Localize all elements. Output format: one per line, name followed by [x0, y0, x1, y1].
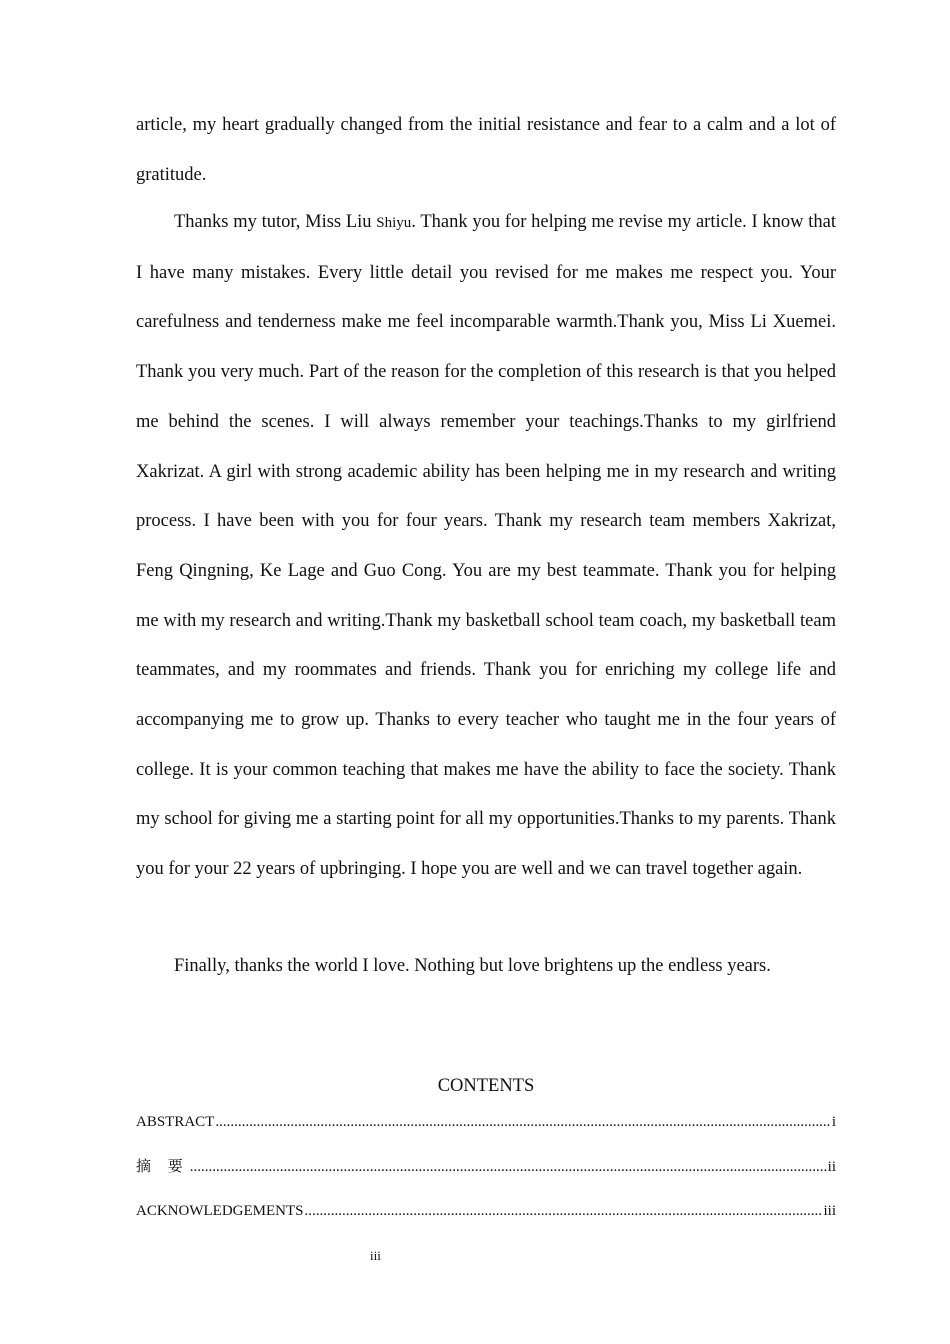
paragraph-thanks	[136, 198, 836, 895]
paragraph-thanks-part-a: Thanks my tutor, Miss Liu	[174, 212, 377, 232]
toc-entry-label: ACKNOWLEDGEMENTS	[136, 1203, 304, 1219]
page-number: iii	[370, 1248, 381, 1263]
toc-entry-abstract[interactable]	[136, 1112, 836, 1132]
paragraph-closing: Finally, thanks the world I love. Nothing but love brightens up the endless years.	[174, 956, 771, 976]
toc-leader-dots	[304, 1201, 822, 1221]
toc-leader-dots	[190, 1157, 827, 1177]
tutor-name: Shiyu	[376, 215, 412, 231]
toc-entry-chinese-abstract[interactable]	[136, 1156, 836, 1177]
paragraph-thanks-part-b: . Thank you for helping me revise my article. I know that I have many mistakes. Every little detail you revised for me makes me respect you. Your carefulness and tenderness make me feel incomparable warmth.Thank you, Miss Li Xuemei. Thank you very much. Part of the reason for the completion of this research is that you helped me behind the scenes. I will always remember your teachings.Thanks to my girlfriend Xakrizat. A girl with strong academic ability has been helping me in my research and writing process. I have been with you for four years. Thank my research team members Xakrizat, Feng Qingning, Ke Lage and Guo Cong. You are my best teammate. Thank you for helping me with my research and writing.Thank my basketball school team coach, my basketball team teammates, and my roommates and friends. Thank you for enriching my college life and accompanying me to grow up. Thanks to every teacher who taught me in the four years of college. It is your common teaching that makes me have the ability to face the society. Thank my school for giving me a starting point for all my opportunities.Thanks to my parents. Thank you for your 22 years of upbringing. I hope you are well and we can travel together again.	[136, 212, 836, 880]
toc-entry-label: 摘 要	[136, 1157, 189, 1175]
toc-entry-acknowledgements[interactable]	[136, 1201, 836, 1221]
toc-entry-page: ii	[827, 1159, 836, 1175]
toc-leader-dots	[215, 1112, 830, 1132]
toc-entry-label: ABSTRACT	[136, 1114, 215, 1130]
toc-entry-page: iii	[823, 1203, 836, 1219]
paragraph-continuation: article, my heart gradually changed from the initial resistance and fear to a calm and a lot of gratitude.	[136, 115, 836, 185]
contents-title: CONTENTS	[437, 1076, 535, 1096]
toc-entry-page: i	[831, 1114, 836, 1130]
